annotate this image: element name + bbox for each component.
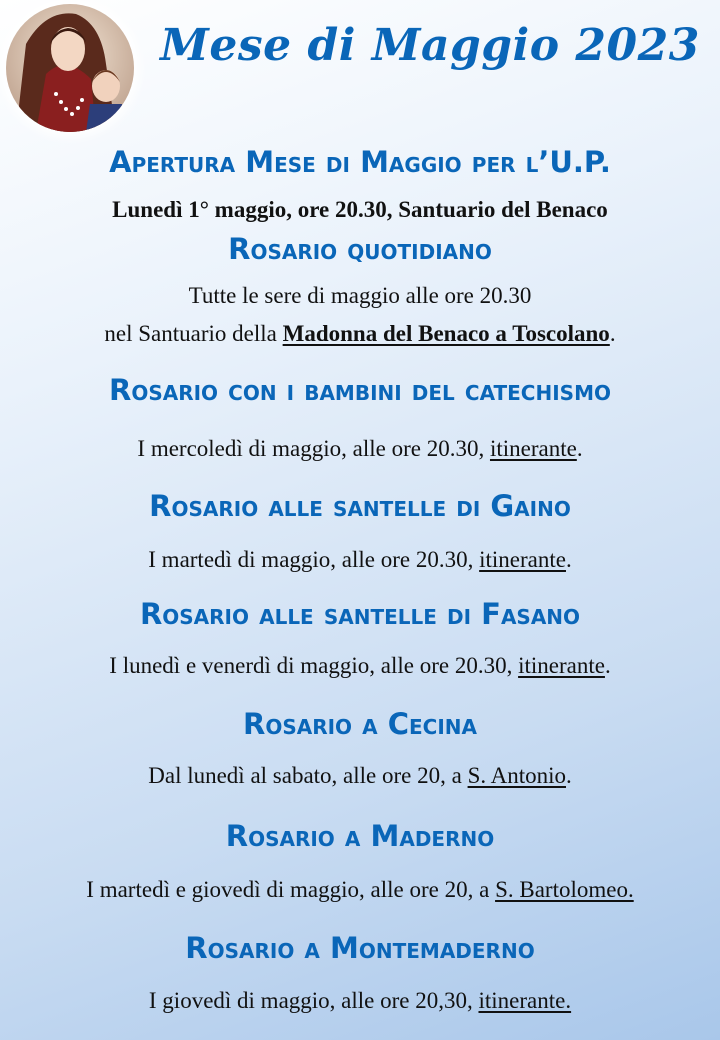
bambini-prefix: I mercoledì di maggio, alle ore 20.30, <box>137 436 490 461</box>
fasano-prefix: I lunedì e venerdì di maggio, alle ore 20.30, <box>109 653 519 678</box>
quotidiano-suffix: . <box>609 321 616 346</box>
heading-rosario-cecina: Rosario a Cecina <box>242 707 477 741</box>
heading-rosario-fasano: Rosario alle santelle di Fasano <box>139 597 581 631</box>
quotidiano-line-1: Tutte le sere di maggio alle ore 20.30 <box>188 283 532 308</box>
montemaderno-details <box>0 988 720 1014</box>
gaino-details <box>0 547 720 573</box>
gaino-prefix: I martedì di maggio, alle ore 20.30, <box>148 547 480 572</box>
cecina-details <box>0 763 720 789</box>
page-title: Mese di Maggio 2023 <box>160 20 700 71</box>
fasano-details <box>0 653 720 679</box>
cecina-link[interactable]: S. Antonio <box>467 763 566 788</box>
heading-rosario-bambini: Rosario con i bambini del catechismo <box>109 373 611 407</box>
santuario-link[interactable]: Madonna del Benaco a Toscolano <box>282 321 610 346</box>
cecina-prefix: Dal lunedì al sabato, alle ore 20, a <box>148 763 468 788</box>
gaino-suffix: . <box>565 547 572 572</box>
fasano-link[interactable]: itinerante <box>518 653 605 678</box>
fasano-suffix: . <box>604 653 611 678</box>
bambini-details <box>0 436 720 462</box>
heading-apertura: Apertura Mese di Maggio per l’U.P. <box>109 145 611 179</box>
quotidiano-prefix: nel Santuario della <box>104 321 283 346</box>
montemaderno-prefix: I giovedì di maggio, alle ore 20,30, <box>148 988 479 1013</box>
maderno-link[interactable]: S. Bartolomeo. <box>495 877 634 902</box>
bambini-suffix: . <box>576 436 583 461</box>
cecina-suffix: . <box>566 763 572 788</box>
madonna-image <box>6 4 134 132</box>
bambini-link[interactable]: itinerante <box>489 436 577 461</box>
quotidiano-line-2 <box>0 321 720 347</box>
heading-rosario-maderno: Rosario a Maderno <box>225 819 495 853</box>
heading-rosario-gaino: Rosario alle santelle di Gaino <box>149 489 571 523</box>
apertura-details: Lunedì 1° maggio, ore 20.30, Santuario del Benaco <box>112 197 608 222</box>
montemaderno-link[interactable]: itinerante. <box>478 988 572 1013</box>
maderno-details <box>0 877 720 903</box>
heading-rosario-montemaderno: Rosario a Montemaderno <box>185 931 535 965</box>
gaino-link[interactable]: itinerante <box>479 547 566 572</box>
maderno-prefix: I martedì e giovedì di maggio, alle ore 20, a <box>86 877 496 902</box>
heading-rosario-quotidiano: Rosario quotidiano <box>228 232 492 266</box>
